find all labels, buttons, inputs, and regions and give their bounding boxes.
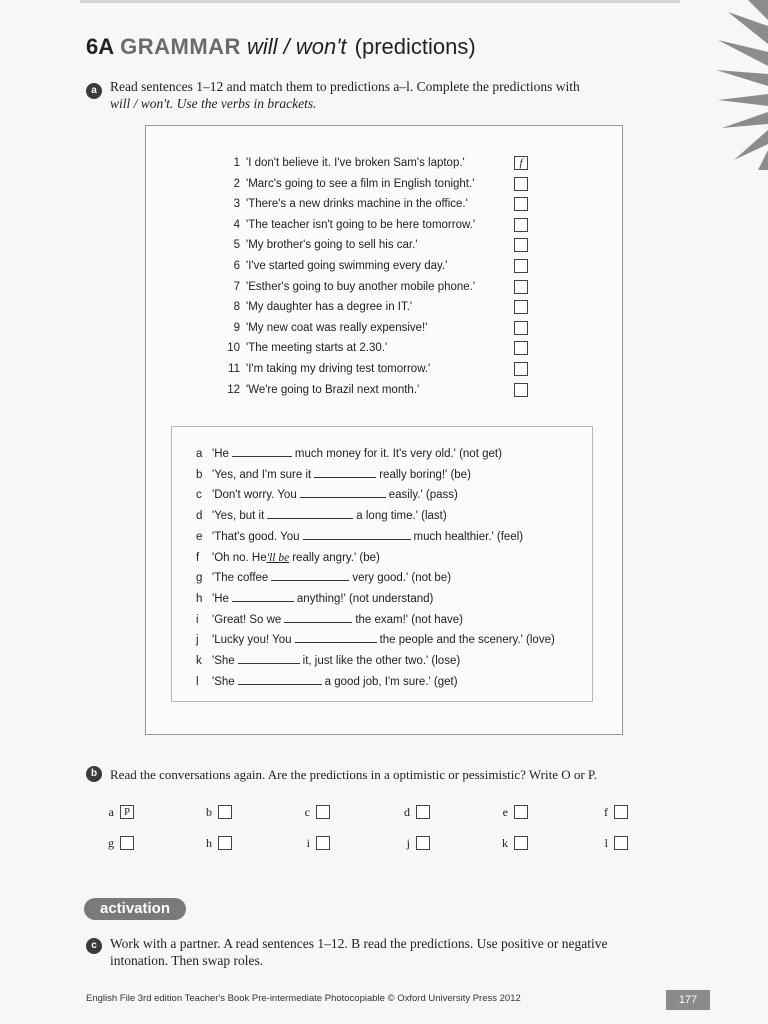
sentence-text: 'I've started going swimming every day.' <box>246 260 448 272</box>
sentence-text: 'Marc's going to see a film in English tonight.' <box>246 177 475 190</box>
prediction-row <box>196 485 458 505</box>
optimistic-pessimistic-answer <box>594 834 628 852</box>
answer-box[interactable] <box>514 836 528 850</box>
sentence-row <box>218 256 538 276</box>
prediction-text-end: the people and the scenery.' (love) <box>379 634 555 647</box>
prediction-blank[interactable] <box>303 528 411 540</box>
prediction-text-end: much healthier.' (feel) <box>413 530 524 543</box>
prediction-text-end: a good job, I'm sure.' (get) <box>324 675 458 688</box>
optimistic-pessimistic-answer <box>100 834 134 852</box>
match-answer-box[interactable] <box>514 362 528 376</box>
prediction-row <box>196 630 555 650</box>
prediction-blank[interactable] <box>267 507 353 519</box>
answer-box[interactable] <box>514 805 528 819</box>
match-answer-box[interactable]: f <box>514 156 528 170</box>
prediction-text-end: anything!' (not understand) <box>296 592 434 605</box>
match-answer-box[interactable] <box>514 259 528 273</box>
prediction-text-start: 'He <box>212 592 229 605</box>
answer-letter: c <box>304 805 310 819</box>
sentence-row <box>218 359 538 379</box>
prediction-row <box>196 527 523 547</box>
prediction-text-start: 'The coffee <box>212 572 269 585</box>
prediction-blank[interactable] <box>300 486 386 498</box>
exercise-c-instruction <box>110 935 608 969</box>
prediction-text-start: 'She <box>212 655 235 667</box>
sentence-text: 'My new coat was really expensive!' <box>246 321 428 334</box>
prediction-text-end: very good.' (not be) <box>352 572 452 585</box>
exercise-a-instruction-line1: Read sentences 1–12 and match them to predictions a–l. Complete the predictions with <box>110 79 580 94</box>
sentence-text: 'I'm taking my driving test tomorrow.' <box>246 363 431 375</box>
match-answer-box[interactable] <box>514 197 528 211</box>
sunburst-decoration <box>708 0 768 170</box>
prediction-text-start: 'He <box>212 448 229 460</box>
answer-letter: j <box>406 836 410 850</box>
activation-badge: activation <box>84 898 186 920</box>
sentence-number: 9 <box>233 321 240 334</box>
prediction-letter: g <box>196 572 203 585</box>
exercise-b-marker: b <box>86 766 102 782</box>
prediction-text-end: a long time.' (last) <box>356 510 447 523</box>
prediction-row <box>196 506 447 526</box>
sentence-row <box>218 380 538 400</box>
answer-letter: a <box>108 805 114 819</box>
exercise-a-instruction-line2: will / won't. Use the verbs in brackets. <box>110 96 317 111</box>
match-answer-box[interactable] <box>514 218 528 232</box>
match-answer-box[interactable] <box>514 177 528 191</box>
sentence-text: 'Esther's going to buy another mobile phone.' <box>246 280 476 293</box>
prediction-letter: f <box>196 551 200 564</box>
prediction-letter: a <box>196 448 203 460</box>
sentence-number: 7 <box>233 280 240 293</box>
prediction-blank[interactable] <box>232 590 294 602</box>
prediction-text-start: 'That's good. You <box>212 530 300 543</box>
prediction-filled-answer: 'll be <box>266 551 290 564</box>
exercise-a-instruction <box>110 78 580 112</box>
match-answer-box[interactable] <box>514 383 528 397</box>
sentence-text: 'The teacher isn't going to be here tomorrow.' <box>246 218 476 231</box>
prediction-text-end: easily.' (pass) <box>388 489 458 502</box>
optimistic-pessimistic-answer <box>396 803 430 821</box>
answer-box[interactable] <box>316 805 330 819</box>
prediction-row <box>196 548 380 568</box>
exercise-c-marker: c <box>86 938 102 954</box>
prediction-row <box>196 444 502 464</box>
sentence-row <box>218 235 538 255</box>
sentence-number: 6 <box>233 260 240 272</box>
optimistic-pessimistic-answer <box>396 834 430 852</box>
prediction-text-start: 'Don't worry. You <box>212 489 297 502</box>
exercise-c-instruction-line1: Work with a partner. A read sentences 1–12. B read the predictions. Use positive or negative <box>110 936 608 951</box>
prediction-letter: e <box>196 530 203 543</box>
prediction-letter: b <box>196 468 203 481</box>
optimistic-pessimistic-answer <box>494 834 528 852</box>
prediction-blank[interactable] <box>232 445 292 457</box>
optimistic-pessimistic-answer <box>296 834 330 852</box>
sentence-number: 4 <box>233 218 240 231</box>
sentence-row <box>218 153 538 173</box>
prediction-blank[interactable] <box>284 611 352 623</box>
match-answer-box[interactable] <box>514 321 528 335</box>
prediction-text-end: really boring!' (be) <box>379 468 471 481</box>
answer-letter: b <box>206 805 212 819</box>
optimistic-pessimistic-answer <box>198 834 232 852</box>
sentence-row <box>218 338 538 358</box>
prediction-row <box>196 568 451 588</box>
answer-letter: g <box>108 836 114 850</box>
sentence-row <box>218 194 538 214</box>
answer-box[interactable] <box>218 805 232 819</box>
answer-letter: k <box>502 836 508 850</box>
answer-letter: f <box>604 805 608 819</box>
sentence-text: 'My brother's going to sell his car.' <box>246 239 418 252</box>
prediction-blank[interactable] <box>271 569 349 581</box>
prediction-text-end: really angry.' (be) <box>292 551 380 564</box>
prediction-blank[interactable] <box>295 631 377 643</box>
answer-box[interactable] <box>614 836 628 850</box>
page-title <box>86 34 476 60</box>
answer-box[interactable] <box>316 836 330 850</box>
prediction-blank[interactable] <box>314 466 376 478</box>
prediction-text-start: 'Yes, and I'm sure it <box>212 468 312 481</box>
match-answer-box[interactable] <box>514 280 528 294</box>
prediction-row <box>196 672 458 692</box>
title-topic-italic: will / won't <box>246 34 347 59</box>
exercise-a-marker: a <box>86 83 102 99</box>
prediction-text-start: 'Yes, but it <box>212 510 265 523</box>
sentence-row <box>218 174 538 194</box>
match-answer-box[interactable] <box>514 238 528 252</box>
title-topic: (predictions) <box>354 34 476 59</box>
sentence-number: 1 <box>233 157 240 169</box>
sentence-row <box>218 215 538 235</box>
answer-letter: i <box>306 836 310 850</box>
answer-box[interactable] <box>416 836 430 850</box>
answer-box[interactable] <box>416 805 430 819</box>
prediction-row <box>196 610 463 630</box>
answer-letter: d <box>404 805 410 819</box>
answer-letter: h <box>206 836 212 850</box>
top-rule <box>80 0 680 3</box>
exercise-b-instruction: Read the conversations again. Are the predictions in a optimistic or pessimistic? Write O or P. <box>110 767 597 782</box>
answer-letter: l <box>604 836 608 850</box>
match-answer-box[interactable] <box>514 300 528 314</box>
answer-box[interactable] <box>120 836 134 850</box>
page-number: 177 <box>666 990 710 1010</box>
sentence-row <box>218 297 538 317</box>
prediction-blank[interactable] <box>238 673 322 685</box>
prediction-letter: h <box>196 592 203 605</box>
title-number: 6A <box>86 34 115 59</box>
prediction-text-start: 'She <box>212 675 235 688</box>
sentence-number: 5 <box>233 239 240 252</box>
prediction-text-start: 'Great! So we <box>212 613 282 626</box>
optimistic-pessimistic-answer <box>494 803 528 821</box>
prediction-text-end: much money for it. It's very old.' (not get) <box>294 448 502 460</box>
prediction-row <box>196 465 471 485</box>
prediction-row <box>196 589 433 609</box>
prediction-letter: i <box>196 613 199 626</box>
sentence-number: 12 <box>227 383 240 396</box>
sentence-text: 'My daughter has a degree in IT.' <box>246 301 413 314</box>
exercise-c-instruction-line2: intonation. Then swap roles. <box>110 953 264 968</box>
footer-credit: English File 3rd edition Teacher's Book Pre-intermediate Photocopiable © Oxford University Press 2012 <box>86 993 521 1004</box>
prediction-text-end: the exam!' (not have) <box>355 613 463 626</box>
prediction-row <box>196 651 460 671</box>
prediction-text-start: 'Oh no. He <box>212 551 267 564</box>
prediction-letter: l <box>196 675 199 688</box>
sentence-text: 'We're going to Brazil next month.' <box>246 383 420 396</box>
match-answer-box[interactable] <box>514 341 528 355</box>
sentence-number: 10 <box>227 342 240 355</box>
optimistic-pessimistic-answer <box>100 803 134 821</box>
answer-letter: e <box>502 805 508 819</box>
sentence-number: 11 <box>228 363 240 375</box>
sentence-text: 'There's a new drinks machine in the office.' <box>246 198 468 211</box>
sentence-number: 8 <box>233 301 240 314</box>
sentence-text: 'I don't believe it. I've broken Sam's laptop.' <box>246 157 465 169</box>
prediction-letter: c <box>196 489 202 502</box>
optimistic-pessimistic-answer <box>198 803 232 821</box>
optimistic-pessimistic-answer <box>594 803 628 821</box>
sentence-number: 3 <box>233 198 240 211</box>
prediction-text-start: 'Lucky you! You <box>212 634 292 647</box>
prediction-letter: j <box>196 634 199 647</box>
prediction-letter: k <box>196 655 202 667</box>
sentence-row <box>218 318 538 338</box>
answer-box[interactable] <box>218 836 232 850</box>
sentence-text: 'The meeting starts at 2.30.' <box>246 342 388 355</box>
optimistic-pessimistic-answer <box>296 803 330 821</box>
answer-box[interactable] <box>614 805 628 819</box>
title-section: GRAMMAR <box>120 34 241 59</box>
prediction-blank[interactable] <box>238 652 300 664</box>
sentence-row <box>218 277 538 297</box>
prediction-text-end: it, just like the other two.' (lose) <box>302 655 461 667</box>
sentence-number: 2 <box>233 177 240 190</box>
prediction-letter: d <box>196 510 203 523</box>
answer-box[interactable]: P <box>120 805 134 819</box>
